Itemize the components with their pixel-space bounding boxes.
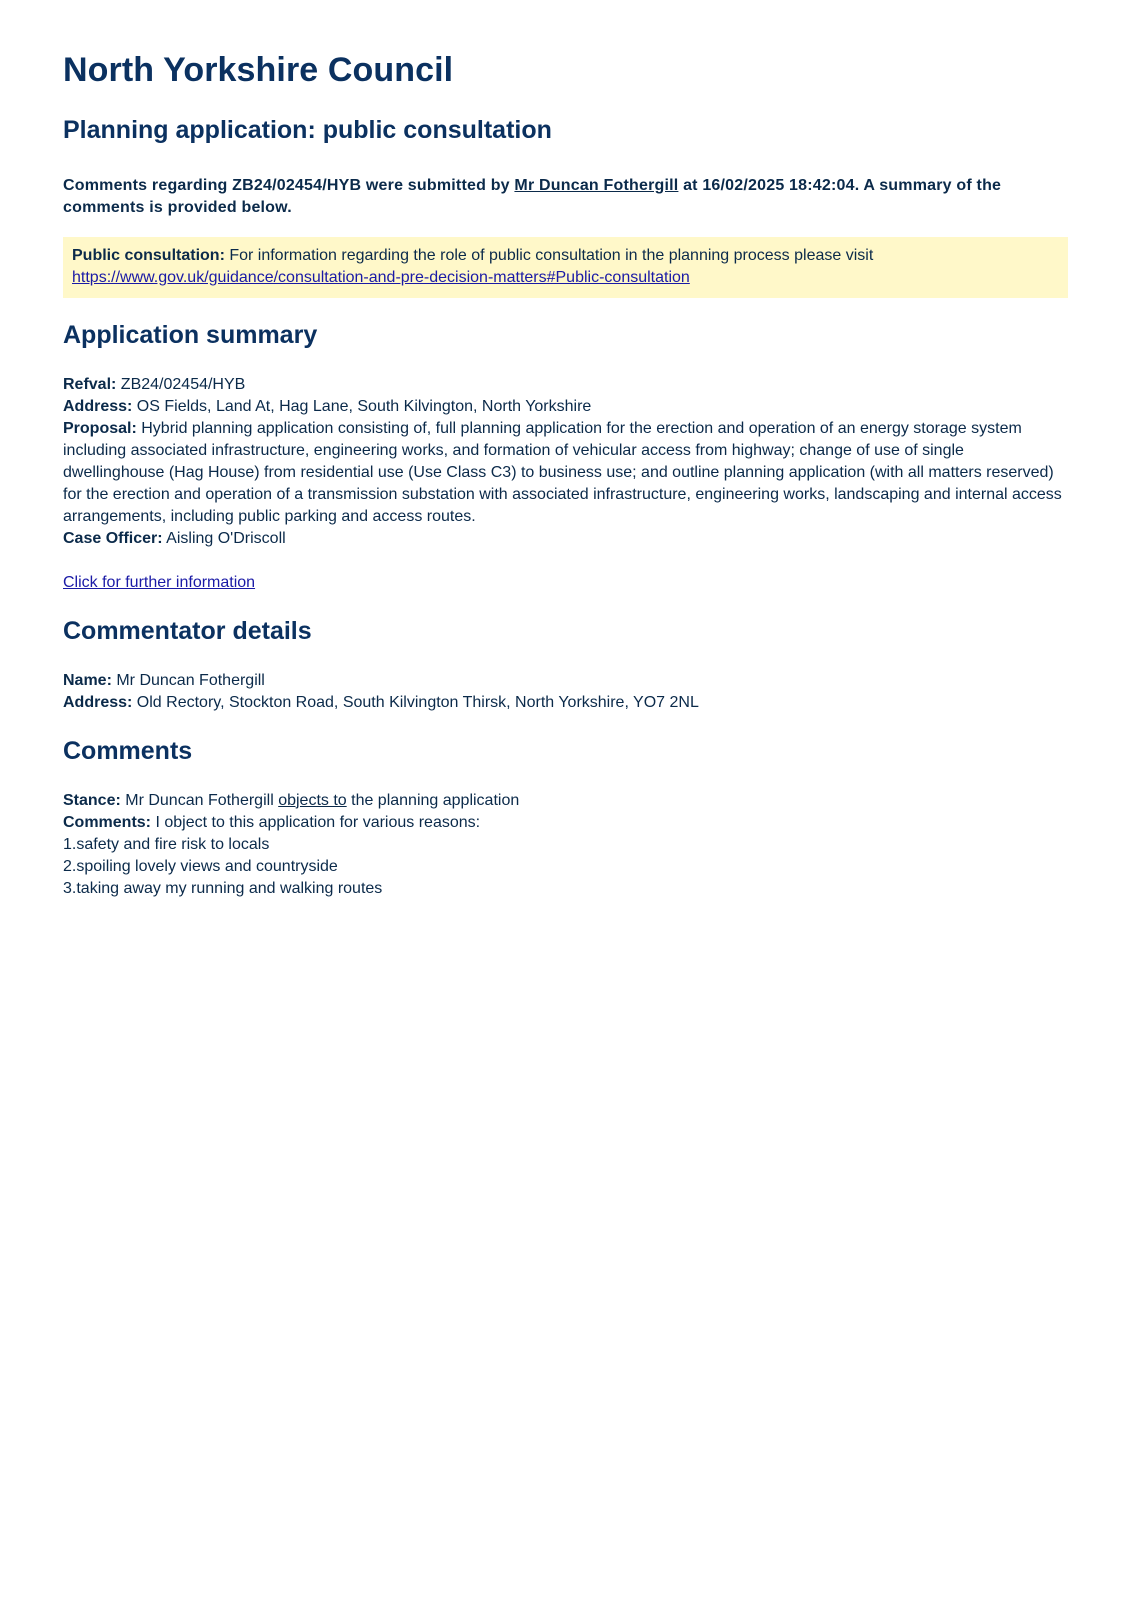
commentator-details-heading: Commentator details (63, 616, 312, 645)
notice-text: For information regarding the role of public consultation in the planning process please visit (224, 246, 874, 264)
further-information-link[interactable]: Click for further information (63, 573, 256, 591)
application-summary-heading: Application summary (63, 320, 318, 349)
consultation-guidance-link[interactable]: https://www.gov.uk/guidance/consultation-and-pre-decision-matters#Public-consultation (72, 268, 690, 286)
commentator-address-label: Address: (63, 693, 133, 711)
stance-row (63, 790, 1068, 812)
address-row (63, 396, 1068, 418)
notice-label: Public consultation: (72, 246, 225, 264)
proposal-value: Hybrid planning application consisting of, full planning application for the erection and operation of an energy storage system including associated infrastructure, engineering works, and formation of vehicular access from highway; change of use of single dwellinghouse (Hag House) from residential use (Use Class C3) to business use; and outline planning application (with all matters reserved) for the erection and operation of a transmission substation with associated infrastructure, engineering works, landscaping and internal access arrangements, including public parking and access routes. (63, 419, 1062, 525)
stance-text-start: Mr Duncan Fothergill (120, 791, 279, 809)
case-officer-row (63, 528, 1068, 550)
stance-objects-to: objects to (278, 791, 347, 809)
address-label: Address: (63, 397, 133, 415)
commentator-name-value: Mr Duncan Fothergill (111, 671, 265, 689)
intro-text-start: Comments regarding ZB24/02454/HYB were submitted by (63, 176, 515, 194)
application-summary-fields (63, 374, 1068, 550)
comments-fields (63, 790, 1068, 900)
commentator-address-row (63, 692, 1068, 714)
refval-value: ZB24/02454/HYB (116, 375, 246, 393)
comments-heading: Comments (63, 736, 193, 765)
comment-reason: 1.safety and fire risk to locals (63, 835, 270, 853)
comments-row (63, 812, 1068, 834)
address-value: OS Fields, Land At, Hag Lane, South Kilvington, North Yorkshire (132, 397, 592, 415)
council-title: North Yorkshire Council (63, 51, 454, 89)
submitter-link[interactable]: Mr Duncan Fothergill (514, 176, 679, 194)
refval-row (63, 374, 1068, 396)
comment-reason: 3.taking away my running and walking routes (63, 879, 383, 897)
commentator-name-label: Name: (63, 671, 112, 689)
comments-intro: I object to this application for various reasons: (151, 813, 481, 831)
comments-label: Comments: (63, 813, 152, 831)
public-consultation-notice (63, 237, 1068, 298)
commentator-fields (63, 670, 1068, 714)
intro-text-end: at 16/02/2025 18:42:04. A summary of the comments is provided below. (63, 176, 1002, 216)
proposal-label: Proposal: (63, 419, 137, 437)
proposal-row (63, 418, 1068, 528)
stance-label: Stance: (63, 791, 121, 809)
document-page (63, 50, 1068, 900)
case-officer-value: Aisling O'Driscoll (162, 529, 286, 547)
commentator-name-row (63, 670, 1068, 692)
further-info-row (63, 572, 1068, 594)
comment-reason: 2.spoiling lovely views and countryside (63, 857, 338, 875)
intro-paragraph (63, 175, 1068, 219)
commentator-address-value: Old Rectory, Stockton Road, South Kilvington Thirsk, North Yorkshire, YO7 2NL (132, 693, 699, 711)
page-subtitle: Planning application: public consultation (63, 115, 552, 144)
stance-text-end: the planning application (346, 791, 520, 809)
case-officer-label: Case Officer: (63, 529, 163, 547)
refval-label: Refval: (63, 375, 117, 393)
